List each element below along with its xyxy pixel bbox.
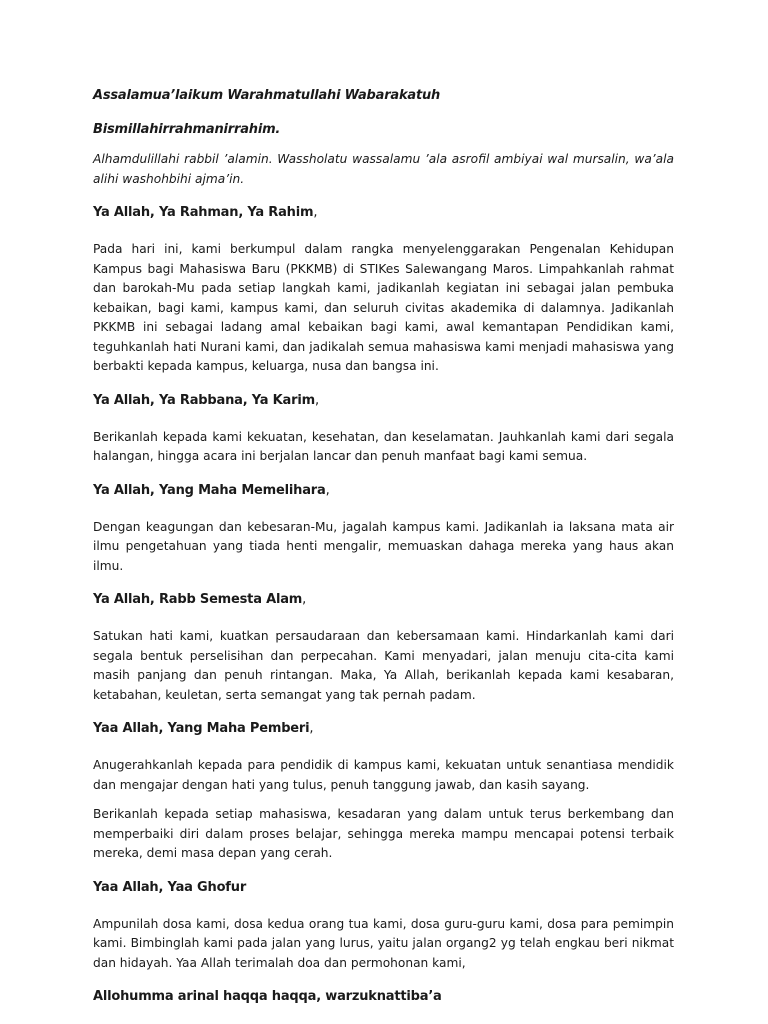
section-heading	[93, 878, 674, 898]
closing-prayer: Allohumma arinal haqqa haqqa, warzuknattiba’a	[93, 989, 442, 1004]
basmalah: Bismillahirrahmanirrahim.	[93, 122, 281, 137]
heading-text: Ya Allah, Rabb Semesta Alam	[93, 592, 303, 607]
section-paragraph: Berikanlah kepada kami kekuatan, kesehatan, dan keselamatan. Jauhkanlah kami dari segala halangan, hingga acara ini berjalan lancar dan penuh manfaat bagi kami semua.	[93, 429, 674, 463]
section-heading	[93, 590, 674, 610]
section-paragraph: Satukan hati kami, kuatkan persaudaraan dan kebersamaan kami. Hindarkanlah kami dari segala bentuk perselisihan dan perpecahan. Kami menyadari, jalan menuju cita-cita kami masih panjang dan penuh rintangan. Maka, Ya Allah, berikanlah kepada kami kesabaran, ketabahan, keuletan, serta semangat yang tak pernah padam.	[93, 629, 674, 702]
heading-text: Yaa Allah, Yaa Ghofur	[93, 879, 247, 895]
section-heading	[93, 391, 674, 411]
heading-comma: ,	[302, 592, 307, 607]
heading-comma: ,	[325, 482, 330, 498]
section-paragraph: Dengan keagungan dan kebesaran-Mu, jagalah kampus kami. Jadikanlah ia laksana mata air ilmu pengetahuan yang tiada henti mengalir, memuaskan dahaga mereka yang haus akan ilmu.	[93, 519, 674, 573]
section-heading	[93, 481, 674, 501]
greeting: Assalamua’laikum Warahmatullahi Wabarakatuh	[93, 88, 441, 103]
opening-praise: Alhamdulillahi rabbil ’alamin. Wassholatu wassalamu ’ala asrofil ambiyai wal mursalin, wa’ala alihi washohbihi ajma’in.	[93, 152, 674, 186]
heading-text: Ya Allah, Ya Rahman, Ya Rahim	[93, 205, 314, 220]
heading-text: Yaa Allah, Yang Maha Pemberi	[93, 721, 310, 736]
section-heading	[93, 719, 674, 739]
section-paragraph: Pada hari ini, kami berkumpul dalam rangka menyelenggarakan Pengenalan Kehidupan Kampus bagi Mahasiswa Baru (PKKMB) di STIKes Salewangang Maros. Limpahkanlah rahmat dan barokah-Mu pada setiap langkah kami, jadikanlah kegiatan ini sebagai jalan pembuka kebaikan, bagi kami, kampus kami, dan seluruh civitas akademika di dalamnya. Jadikanlah PKKMB ini sebagai ladang amal kebaikan bagi kami, awal kemantapan Pendidikan kami, teguhkanlah hati Nurani kami, dan jadikalah semua mahasiswa kami menjadi mahasiswa yang berbakti kepada kampus, keluarga, nusa dan bangsa ini.	[93, 242, 674, 373]
section-paragraph: Berikanlah kepada setiap mahasiswa, kesadaran yang dalam untuk terus berkembang dan memperbaiki diri dalam proses belajar, sehingga mereka mampu mencapai potensi terbaik mereka, demi masa depan yang cerah.	[93, 807, 674, 860]
document-page	[93, 86, 674, 1007]
section-heading	[93, 203, 674, 223]
heading-comma: ,	[313, 205, 318, 220]
heading-text: Ya Allah, Ya Rabbana, Ya Karim	[93, 392, 315, 408]
heading-comma: ,	[314, 392, 319, 408]
heading-comma: ,	[309, 721, 314, 736]
section-paragraph: Anugerahkanlah kepada para pendidik di kampus kami, kekuatan untuk senantiasa mendidik dan mengajar dengan hati yang tulus, penuh tanggung jawab, dan kasih sayang.	[93, 758, 674, 792]
heading-text: Ya Allah, Yang Maha Memelihara	[93, 482, 326, 498]
section-paragraph: Ampunilah dosa kami, dosa kedua orang tua kami, dosa guru-guru kami, dosa para pemimpin kami. Bimbinglah kami pada jalan yang lurus, yaitu jalan organg2 yg telah engkau beri nikmat dan hidayah. Yaa Allah terimalah doa dan permohonan kami,	[93, 916, 674, 970]
